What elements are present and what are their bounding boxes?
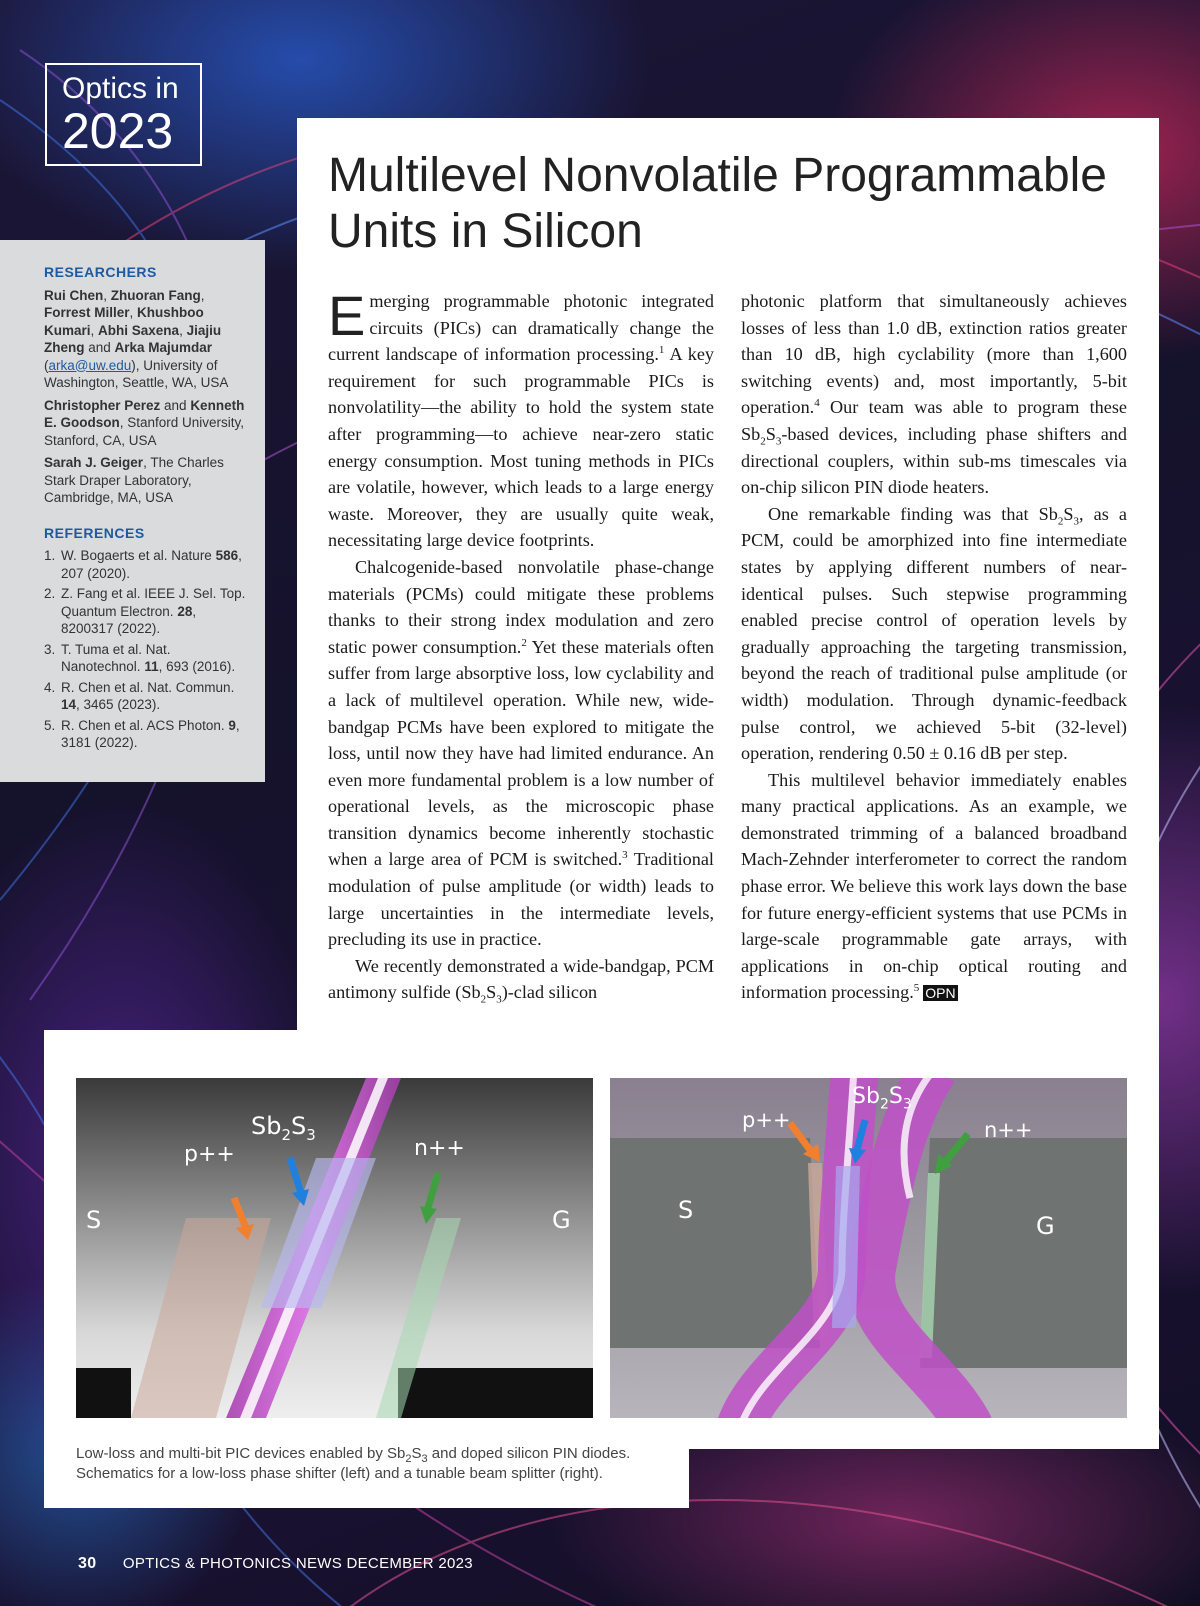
article-paragraph-3-cont: photonic platform that simultaneously achieves losses of less than 1.0 dB, extinction ratios greater than 10 dB, high cyclability (more than 1,600 switching events) and, most importantly, 5-bit operation.$^4$ Our team was able to program these $Sb_2S_3$-based devices, including phase shifters and directional couplers, within sub-ms timescales via on-chip silicon PIN diode heaters. [741, 291, 1127, 498]
researchers-list [44, 287, 249, 507]
article-paragraph-1: Emerging programmable photonic integrated circuits (PICs) can dramatically change the current landscape of information processing.$^1$ A key requirement for such programmable PICs is nonvolatility—the ability to hold the system state after programming—to achieve near-zero static energy consumption. Most tuning methods in PICs are volatile, however, which leads to a large energy waste. Moreover, they are usually quite weak, necessitating large device footprints. [328, 284, 714, 551]
label-s-right: S [678, 1196, 694, 1224]
badge-line2: 2023 [62, 103, 174, 159]
article-paragraph-5: This multilevel behavior immediately enables many practical applications. As an example, we demonstrated trimming of a balanced broadband Mach-Zehnder interferometer to correct the random phase error. We believe this work lays down the base for future energy-efficient systems that use PCMs in large-scale programmable gate arrays, with applications in on-chip optical routing and information processing.$^5$ OPN [741, 769, 1127, 1003]
sidebar [0, 240, 265, 782]
article-paragraph-2: Chalcogenide-based nonvolatile phase-change materials (PCMs) could mitigate these problems thanks to their strong index modulation and zero static power consumption.$^2$ Yet these materials often suffer from large absorptive loss, low cyclability and a lack of multilevel operation. While new, wide-bandgap PCMs have been explored to mitigate the loss, until now they have had limited endurance. An even more fundamental problem is a low number of operational levels, as the microscopic phase transition dynamics become inherently stochastic when a large area of PCM is switched.$^3$ Traditional modulation of pulse amplitude (or width) leads to large uncertainties in the intermediate levels, precluding its use in practice. [328, 556, 714, 950]
label-g-left: G [552, 1206, 571, 1234]
label-p-left: p++ [184, 1142, 235, 1167]
reference-item: 1. W. Bogaerts et al. Nature 586, 207 (2020). [44, 548, 242, 581]
phase-shifter-illustration [76, 1078, 593, 1418]
label-sb2s3-right: $Sb_2S_3$ [852, 1084, 912, 1113]
researcher-group: Rui Chen, Zhuoran Fang, Forrest Miller, Khushboo Kumari, Abhi Saxena, Jiajiu Zheng and Arka Majumdar (arka@uw.edu), University of Washington, Seattle, WA, USA [44, 287, 229, 390]
references-list [44, 547, 249, 752]
opn-end-mark: OPN [925, 985, 956, 1002]
references-heading: REFERENCES [44, 524, 145, 541]
figure-phase-shifter [76, 1078, 593, 1418]
issue-date: DECEMBER 2023 [346, 1555, 473, 1572]
label-sb2s3-left: $Sb_2S_3$ [251, 1112, 316, 1144]
article-paragraph-4: One remarkable finding was that $Sb_2S_3$, as a PCM, could be amorphized into fine intermediate states by applying different numbers of near-identical pulses. Such stepwise programming enabled precise control of operation levels by gradually approaching the targeting transmission, beyond the reach of traditional pulse amplitude (or width) modulation. Through dynamic-feedback pulse control, we achieved 5-bit (32-level) operation, rendering 0.50 ± 0.16 dB per step. [741, 503, 1127, 764]
reference-item: 3. T. Tuma et al. Nat. Nanotechnol. 11, 693 (2016). [44, 641, 236, 674]
article-column-1 [328, 284, 714, 1007]
article-paragraph-3: We recently demonstrated a wide-bandgap, PCM antimony sulfide $(Sb_2S_3)$-clad silicon [328, 955, 714, 1007]
references-section [44, 525, 249, 752]
article-column-2 [741, 288, 1127, 1006]
label-p-right: p++ [742, 1108, 791, 1132]
figure-beam-splitter [610, 1078, 1127, 1418]
researchers-section [44, 264, 249, 507]
badge-line1: Optics in [62, 72, 179, 105]
email-link[interactable]: arka@uw.edu [48, 357, 132, 373]
publication-name: OPTICS & PHOTONICS NEWS [122, 1555, 343, 1572]
label-g-right: G [1036, 1212, 1055, 1240]
figure-caption: Low-loss and multi-bit PIC devices enabled by $Sb_2S_3$ and doped silicon PIN diodes. Schematics for a low-loss phase shifter (left) and a tunable beam splitter (right). [76, 1445, 631, 1482]
reference-item: 2. Z. Fang et al. IEEE J. Sel. Top. Quantum Electron. 28, 8200317 (2022). [44, 586, 246, 636]
researcher-group: Christopher Perez and Kenneth E. Goodson, Stanford University, Stanford, CA, USA [44, 397, 245, 448]
label-n-right: n++ [984, 1118, 1033, 1142]
page-number: 30 [78, 1555, 97, 1572]
researcher-group: Sarah J. Geiger, The Charles Stark Draper Laboratory, Cambridge, MA, USA [44, 455, 224, 505]
label-n-left: n++ [414, 1136, 465, 1161]
optics-in-2023-badge [45, 63, 202, 166]
label-s-left: S [86, 1206, 102, 1234]
researchers-heading: RESEARCHERS [44, 264, 157, 280]
beam-splitter-illustration [610, 1078, 1127, 1418]
page-footer [78, 1554, 473, 1574]
reference-item: 4. R. Chen et al. Nat. Commun. 14, 3465 (2023). [44, 679, 235, 712]
dropcap: E [328, 284, 366, 347]
reference-item: 5. R. Chen et al. ACS Photon. 9, 3181 (2022). [44, 717, 240, 750]
article-title: Multilevel Nonvolatile Programmable Units in Silicon [328, 149, 1107, 258]
